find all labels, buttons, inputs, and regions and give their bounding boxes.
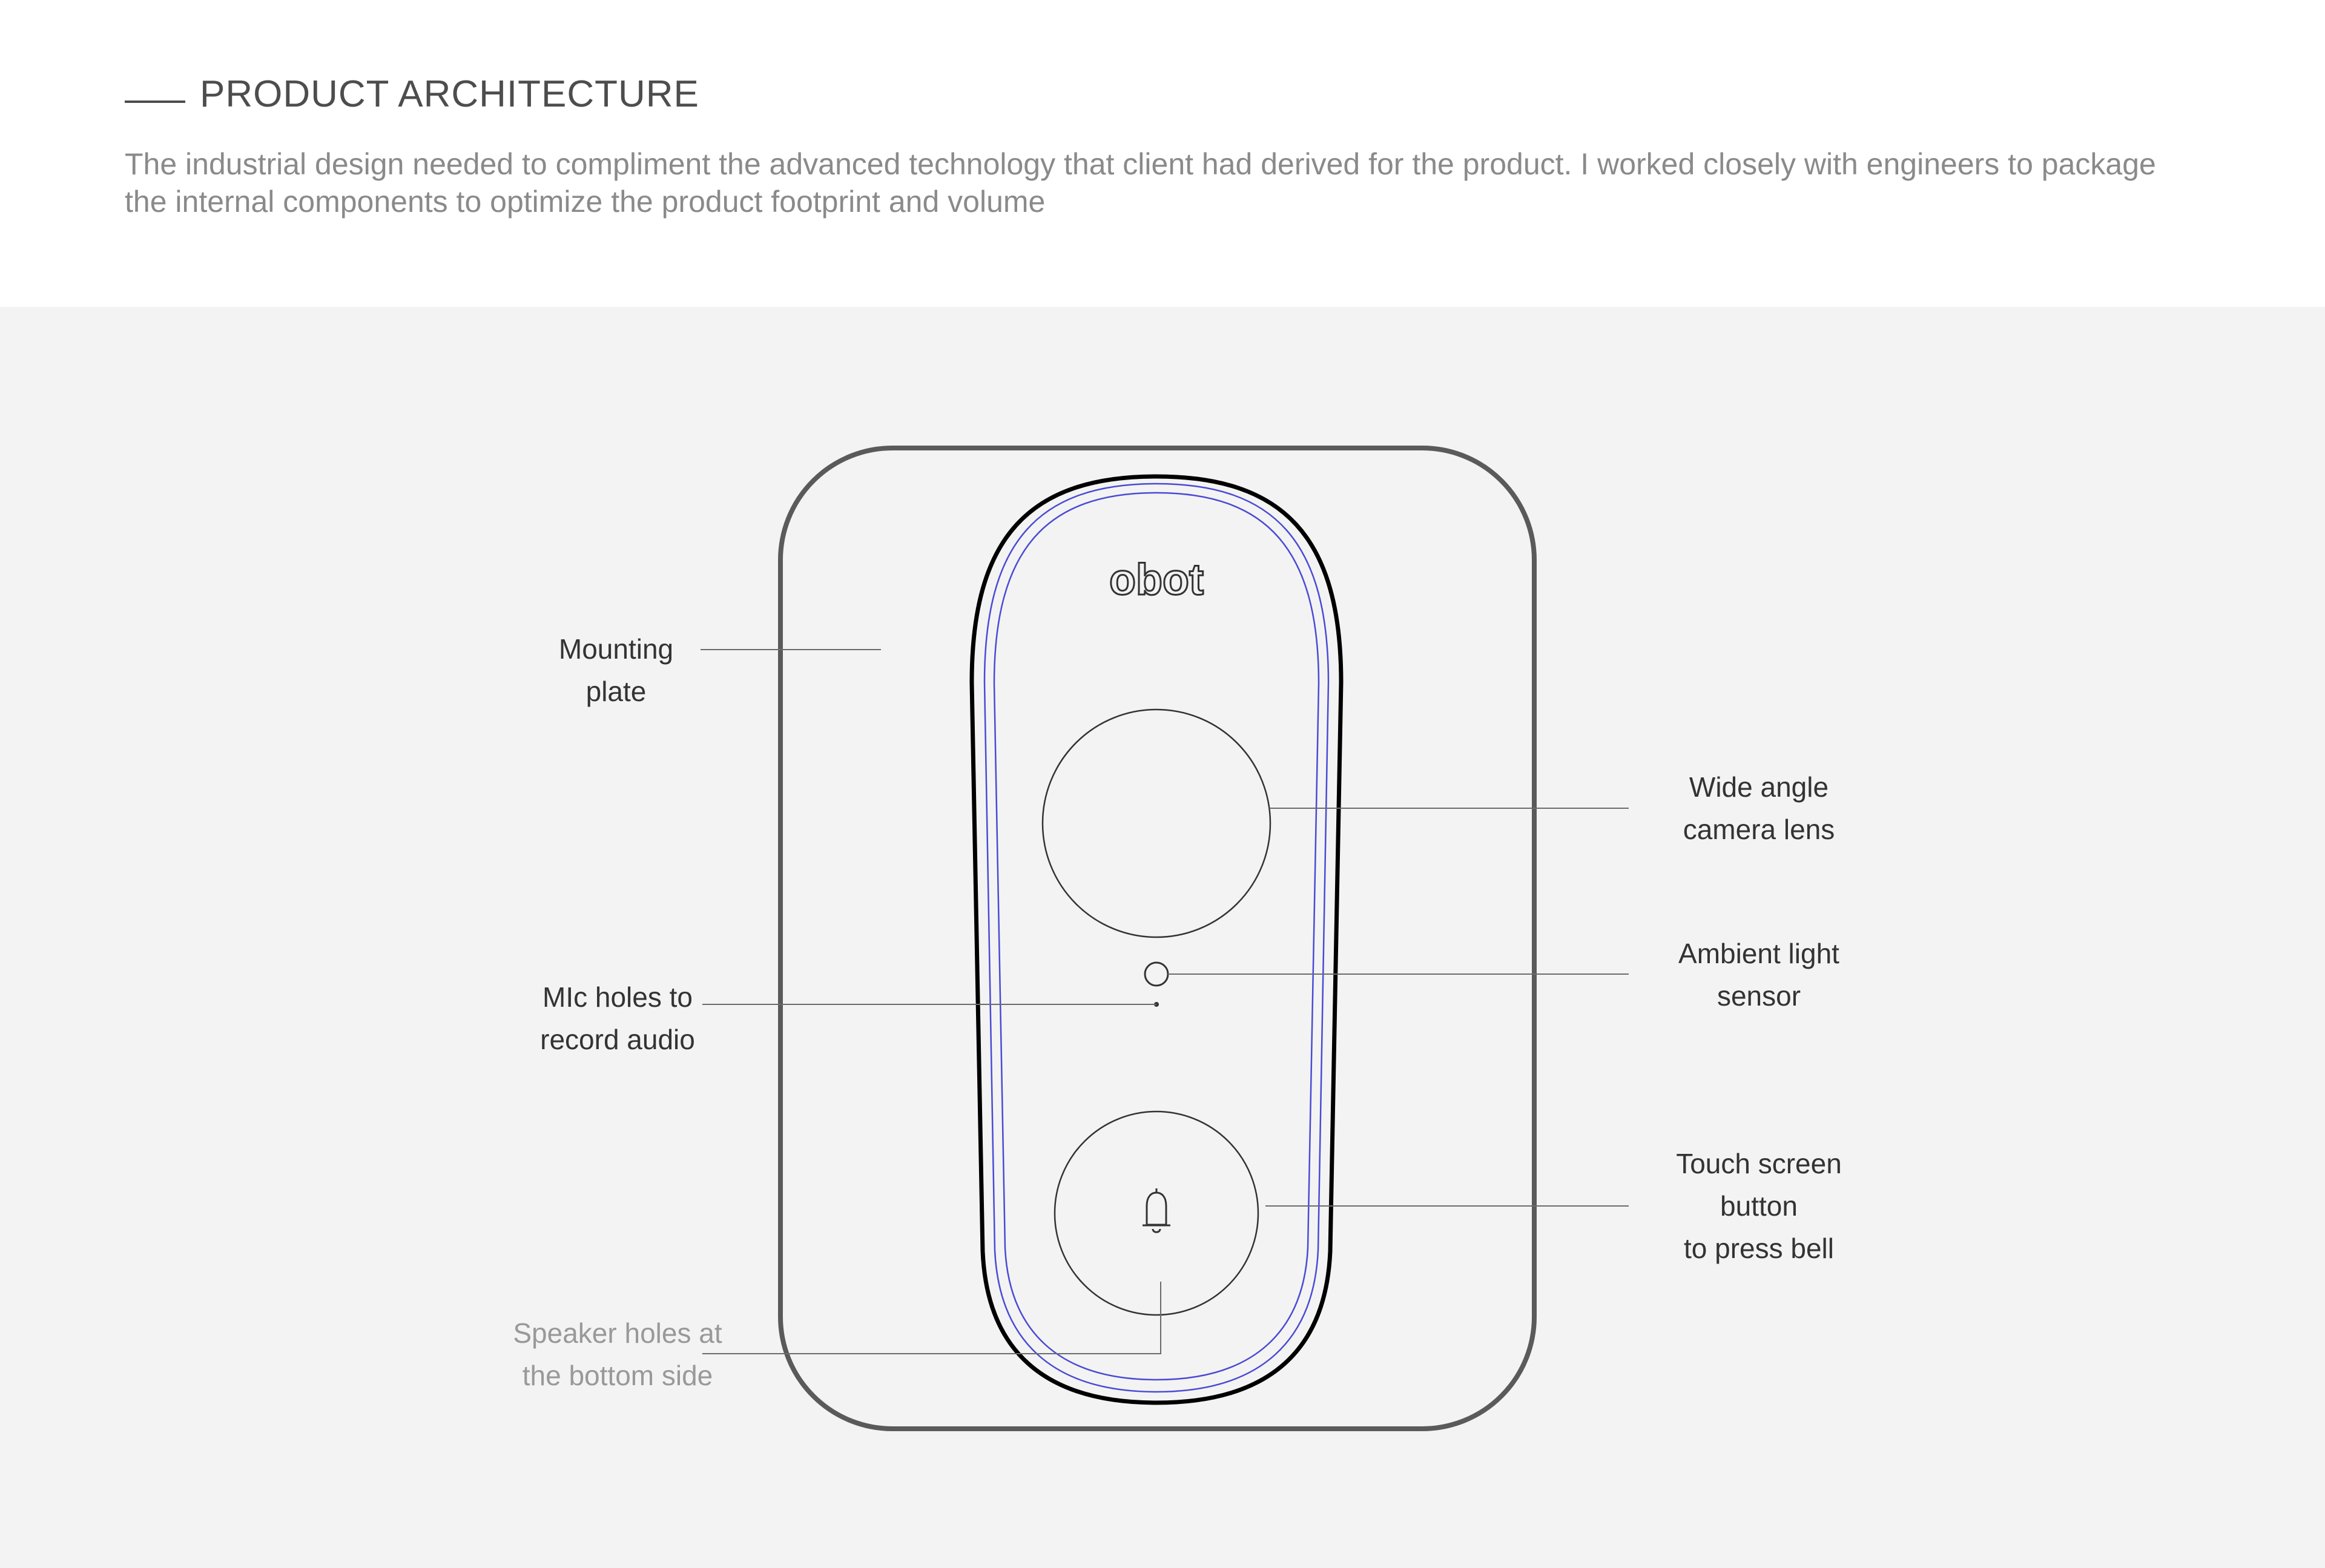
- callout-touch-button-line-2: button: [1720, 1190, 1798, 1222]
- header: [0, 0, 2325, 307]
- callout-mic-holes: [527, 976, 708, 1061]
- callout-camera-lens-line-2: camera lens: [1683, 814, 1835, 845]
- callout-light-sensor-line-2: sensor: [1717, 980, 1801, 1012]
- device-body-outline: [972, 476, 1341, 1403]
- callout-light-sensor-line-1: Ambient light: [1678, 938, 1839, 969]
- callout-touch-button: [1662, 1142, 1856, 1270]
- callout-mounting-plate-line-1: Mounting: [558, 633, 674, 665]
- section-title: [125, 73, 699, 116]
- callout-speaker-holes-line-2: the bottom side: [522, 1360, 713, 1391]
- brand-logo: obot: [1109, 556, 1204, 604]
- diagram-stage: [0, 307, 2325, 1568]
- title-rule: [125, 100, 185, 103]
- callout-mic-holes-line-2: record audio: [540, 1024, 695, 1055]
- intro-text: [125, 145, 2280, 220]
- title-text: PRODUCT ARCHITECTURE: [200, 73, 699, 115]
- intro-line-2: the internal components to optimize the product footprint and volume: [125, 185, 1046, 219]
- intro-line-1: The industrial design needed to compliment the advanced technology that client had derived for the product. I worked closely with engineers to package: [125, 147, 2156, 181]
- callout-speaker-holes: [503, 1312, 733, 1397]
- callout-touch-button-line-1: Touch screen: [1676, 1148, 1842, 1179]
- callout-camera-lens-line-1: Wide angle: [1689, 771, 1829, 803]
- architecture-diagram: [0, 307, 2325, 1568]
- callout-touch-button-line-3: to press bell: [1683, 1233, 1834, 1264]
- callout-mounting-plate-line-2: plate: [585, 676, 647, 707]
- callout-mic-holes-line-1: MIc holes to: [542, 981, 693, 1013]
- callout-camera-lens: [1662, 766, 1856, 851]
- callout-light-sensor: [1662, 932, 1856, 1017]
- callout-speaker-holes-line-1: Speaker holes at: [513, 1317, 722, 1349]
- callout-mounting-plate: [548, 628, 684, 713]
